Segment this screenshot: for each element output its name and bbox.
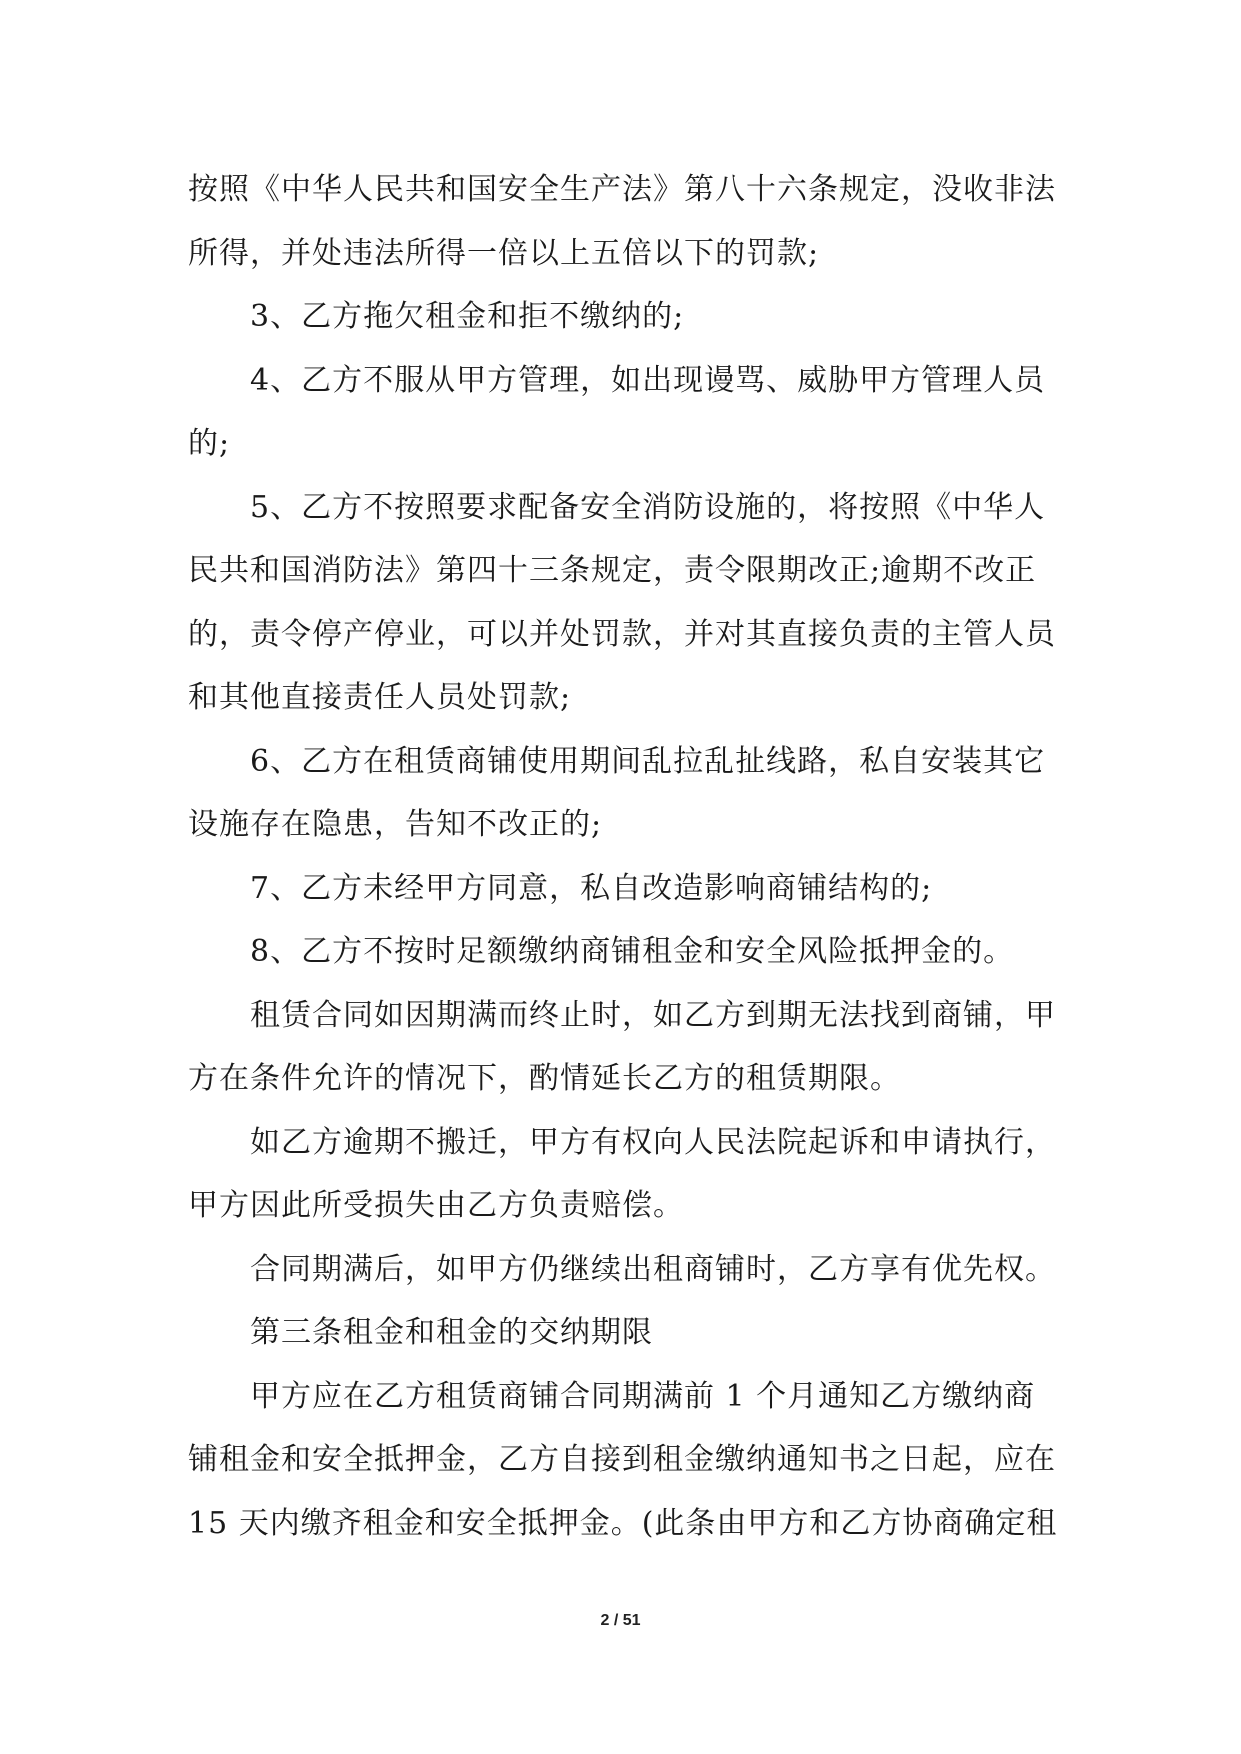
text-line-6: 5、乙方不按照要求配备安全消防设施的，将按照《中华人: [250, 489, 1046, 525]
text-line-16: 如乙方逾期不搬迁，甲方有权向人民法院起诉和申请执行，: [250, 1124, 1056, 1160]
text-line-3: 3、乙方拖欠租金和拒不缴纳的;: [250, 299, 685, 334]
text-line-1: 按照《中华人民共和国安全生产法》第八十六条规定，没收非法: [188, 172, 1056, 207]
text-line-15: 方在条件允许的情况下，酌情延长乙方的租赁期限。: [188, 1061, 901, 1096]
text-line-9: 和其他直接责任人员处罚款;: [188, 680, 572, 715]
document-body: [188, 158, 1068, 1555]
text-line-8: 的，责令停产停业，可以并处罚款，并对其直接负责的主管人员: [188, 616, 1056, 652]
text-line-17: 甲方因此所受损失由乙方负责赔偿。: [188, 1188, 684, 1223]
text-line-7: 民共和国消防法》第四十三条规定，责令限期改正;逾期不改正: [188, 553, 1037, 588]
text-line-20: 甲方应在乙方租赁商铺合同期满前 1 个月通知乙方缴纳商: [250, 1378, 1036, 1414]
text-line-12: 7、乙方未经甲方同意，私自改造影响商铺结构的;: [250, 870, 933, 906]
text-line-18: 合同期满后，如甲方仍继续出租商铺时，乙方享有优先权。: [250, 1251, 1056, 1287]
text-line-10: 6、乙方在租赁商铺使用期间乱拉乱扯线路，私自安装其它: [250, 743, 1046, 779]
text-line-4: 4、乙方不服从甲方管理，如出现谩骂、威胁甲方管理人员: [250, 362, 1046, 398]
text-line-13: 8、乙方不按时足额缴纳商铺租金和安全风险抵押金的。: [250, 934, 1015, 969]
text-line-2: 所得，并处违法所得一倍以上五倍以下的罚款;: [188, 235, 820, 271]
text-line-21: 铺租金和安全抵押金，乙方自接到租金缴纳通知书之日起，应在: [188, 1442, 1056, 1477]
text-line-22: 15 天内缴齐租金和安全抵押金。(此条由甲方和乙方协商确定租: [188, 1505, 1058, 1541]
page-number: 2 / 51: [600, 1612, 641, 1629]
text-line-5: 的;: [188, 426, 231, 461]
text-line-14: 租赁合同如因期满而终止时，如乙方到期无法找到商铺，甲: [250, 997, 1056, 1033]
section-heading: 第三条租金和租金的交纳期限: [250, 1315, 653, 1350]
text-line-11: 设施存在隐患，告知不改正的;: [188, 807, 603, 842]
